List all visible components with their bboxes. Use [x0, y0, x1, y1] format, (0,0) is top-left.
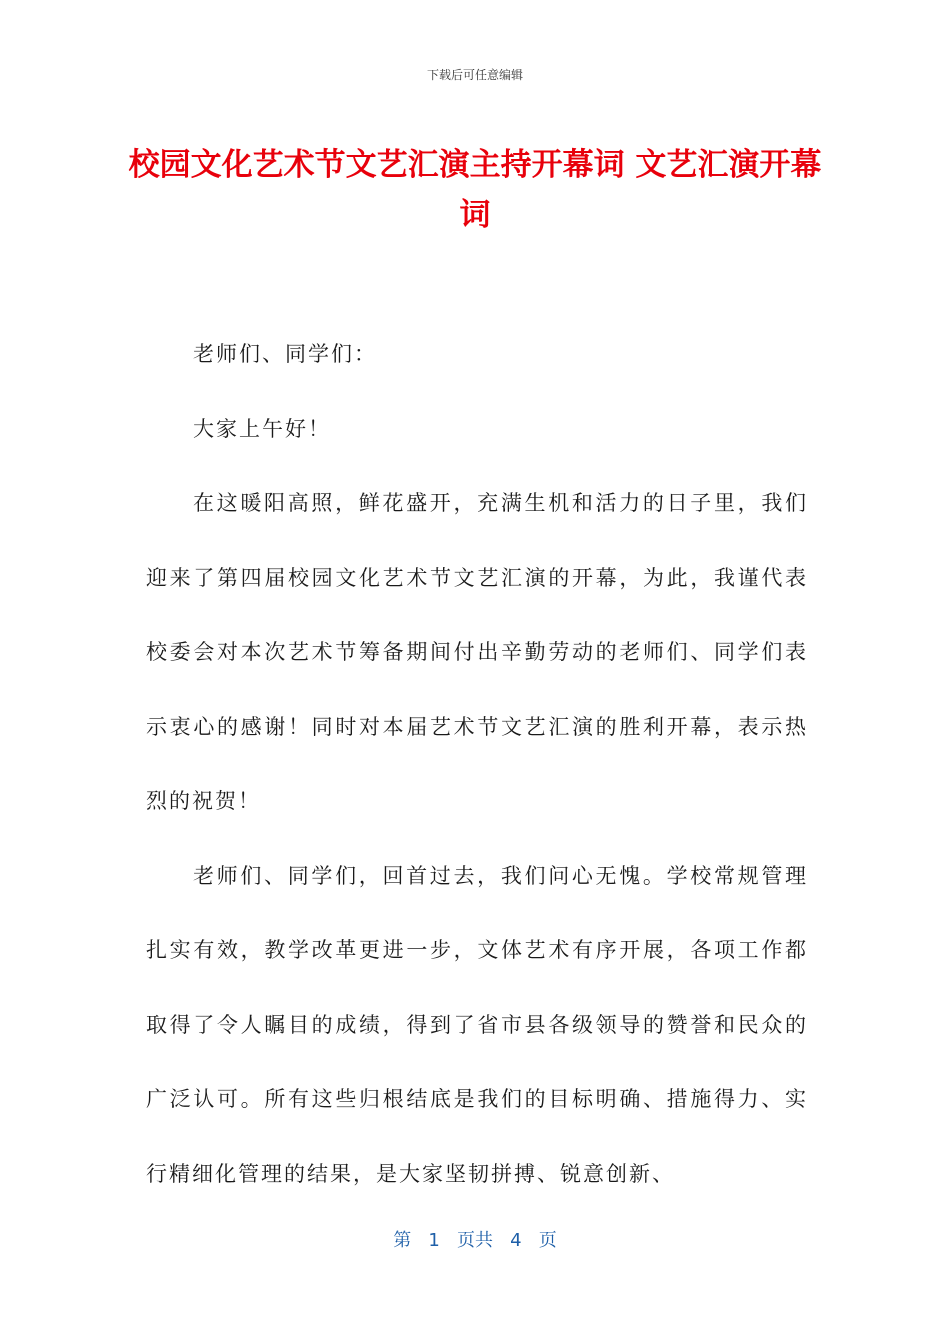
paragraph-salutation: 老师们、同学们： [193, 342, 377, 366]
page-label-prefix: 第 [393, 1230, 412, 1251]
total-pages-number: 4 [510, 1230, 522, 1251]
page-footer [0, 1226, 950, 1252]
document-body [146, 317, 808, 1211]
page-label-middle: 页共 [457, 1230, 493, 1251]
paragraph-opening: 在这暖阳高照，鲜花盛开，充满生机和活力的日子里，我们迎来了第四届校园文化艺术节文艺汇演的开幕，为此，我谨代表校委会对本次艺术节筹备期间付出辛勤劳动的老师们、同学们表示衷心的感谢！同时对本届艺术节文艺汇演的胜利开幕，表示热烈的祝贺！ [146, 491, 808, 813]
current-page-number: 1 [428, 1230, 440, 1251]
document-title: 校园文化艺术节文艺汇演主持开幕词 文艺汇演开幕词 [128, 147, 822, 233]
header-note: 下载后可任意编辑 [426, 68, 523, 82]
paragraph-greeting: 大家上午好！ [193, 416, 331, 441]
paragraph-review: 老师们、同学们，回首过去，我们问心无愧。学校常规管理扎实有效，教学改革更进一步，文体艺术有序开展，各项工作都取得了令人瞩目的成绩，得到了省市县各级领导的赞誉和民众的广泛认可。所有这些归根结底是我们的目标明确、措施得力、实行精细化管理的结果，是大家坚韧拼搏、锐意创新、 [146, 863, 808, 1186]
page-label-suffix: 页 [538, 1230, 557, 1251]
